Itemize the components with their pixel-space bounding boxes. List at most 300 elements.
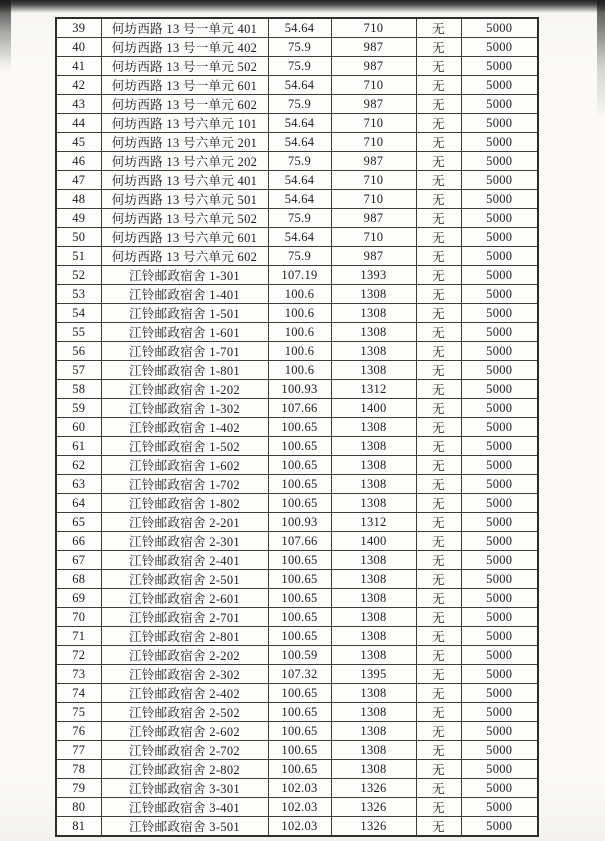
address-cell: 江铃邮政宿舍 2-401 <box>101 551 268 570</box>
address-cell: 江铃邮政宿舍 1-402 <box>101 418 268 437</box>
remark-cell: 无 <box>416 171 461 190</box>
row-number-cell: 58 <box>56 380 101 399</box>
amount-cell: 5000 <box>461 608 538 627</box>
value-cell: 1308 <box>331 627 416 646</box>
value-cell: 1308 <box>331 589 416 608</box>
table-row <box>56 722 538 741</box>
amount-cell: 5000 <box>461 228 538 247</box>
remark-cell: 无 <box>416 551 461 570</box>
row-number-cell: 69 <box>56 589 101 608</box>
row-number-cell: 79 <box>56 779 101 798</box>
area-cell: 54.64 <box>268 76 331 95</box>
value-cell: 1308 <box>331 323 416 342</box>
table-row <box>56 285 538 304</box>
table-row <box>56 114 538 133</box>
amount-cell: 5000 <box>461 589 538 608</box>
value-cell: 1308 <box>331 475 416 494</box>
row-number-cell: 56 <box>56 342 101 361</box>
row-number-cell: 53 <box>56 285 101 304</box>
row-number-cell: 41 <box>56 57 101 76</box>
row-number-cell: 73 <box>56 665 101 684</box>
scan-shadow-right <box>597 0 605 120</box>
row-number-cell: 48 <box>56 190 101 209</box>
value-cell: 987 <box>331 95 416 114</box>
value-cell: 987 <box>331 57 416 76</box>
row-number-cell: 51 <box>56 247 101 266</box>
value-cell: 1308 <box>331 361 416 380</box>
table-row <box>56 304 538 323</box>
area-cell: 100.65 <box>268 722 331 741</box>
table-row <box>56 684 538 703</box>
area-cell: 100.65 <box>268 475 331 494</box>
table-row <box>56 152 538 171</box>
amount-cell: 5000 <box>461 627 538 646</box>
remark-cell: 无 <box>416 18 461 38</box>
value-cell: 1393 <box>331 266 416 285</box>
address-cell: 江铃邮政宿舍 1-202 <box>101 380 268 399</box>
area-cell: 54.64 <box>268 114 331 133</box>
row-number-cell: 70 <box>56 608 101 627</box>
amount-cell: 5000 <box>461 190 538 209</box>
remark-cell: 无 <box>416 95 461 114</box>
row-number-cell: 39 <box>56 18 101 38</box>
scan-shadow-top <box>0 0 605 13</box>
value-cell: 1326 <box>331 817 416 837</box>
row-number-cell: 62 <box>56 456 101 475</box>
table-row <box>56 532 538 551</box>
row-number-cell: 78 <box>56 760 101 779</box>
remark-cell: 无 <box>416 380 461 399</box>
amount-cell: 5000 <box>461 323 538 342</box>
row-number-cell: 46 <box>56 152 101 171</box>
row-number-cell: 67 <box>56 551 101 570</box>
amount-cell: 5000 <box>461 380 538 399</box>
area-cell: 75.9 <box>268 152 331 171</box>
value-cell: 1326 <box>331 798 416 817</box>
row-number-cell: 76 <box>56 722 101 741</box>
address-cell: 江铃邮政宿舍 2-501 <box>101 570 268 589</box>
value-cell: 1326 <box>331 779 416 798</box>
address-cell: 何坊西路 13 号一单元 401 <box>101 18 268 38</box>
table-row <box>56 342 538 361</box>
area-cell: 100.65 <box>268 627 331 646</box>
table-row <box>56 228 538 247</box>
amount-cell: 5000 <box>461 570 538 589</box>
remark-cell: 无 <box>416 133 461 152</box>
amount-cell: 5000 <box>461 741 538 760</box>
value-cell: 710 <box>331 18 416 38</box>
row-number-cell: 49 <box>56 209 101 228</box>
address-cell: 江铃邮政宿舍 2-502 <box>101 703 268 722</box>
table-row <box>56 646 538 665</box>
remark-cell: 无 <box>416 323 461 342</box>
area-cell: 107.66 <box>268 399 331 418</box>
remark-cell: 无 <box>416 209 461 228</box>
remark-cell: 无 <box>416 513 461 532</box>
area-cell: 100.65 <box>268 760 331 779</box>
amount-cell: 5000 <box>461 95 538 114</box>
remark-cell: 无 <box>416 38 461 57</box>
table-row <box>56 589 538 608</box>
area-cell: 107.66 <box>268 532 331 551</box>
row-number-cell: 80 <box>56 798 101 817</box>
table-row <box>56 209 538 228</box>
address-cell: 何坊西路 13 号一单元 502 <box>101 57 268 76</box>
amount-cell: 5000 <box>461 475 538 494</box>
amount-cell: 5000 <box>461 133 538 152</box>
remark-cell: 无 <box>416 247 461 266</box>
amount-cell: 5000 <box>461 456 538 475</box>
amount-cell: 5000 <box>461 494 538 513</box>
remark-cell: 无 <box>416 779 461 798</box>
amount-cell: 5000 <box>461 171 538 190</box>
address-cell: 何坊西路 13 号六单元 601 <box>101 228 268 247</box>
address-cell: 江铃邮政宿舍 1-702 <box>101 475 268 494</box>
table-row <box>56 475 538 494</box>
area-cell: 100.65 <box>268 703 331 722</box>
address-cell: 江铃邮政宿舍 1-302 <box>101 399 268 418</box>
table-row <box>56 741 538 760</box>
remark-cell: 无 <box>416 722 461 741</box>
table-row <box>56 779 538 798</box>
amount-cell: 5000 <box>461 779 538 798</box>
amount-cell: 5000 <box>461 760 538 779</box>
value-cell: 710 <box>331 228 416 247</box>
remark-cell: 无 <box>416 152 461 171</box>
value-cell: 987 <box>331 247 416 266</box>
remark-cell: 无 <box>416 589 461 608</box>
remark-cell: 无 <box>416 665 461 684</box>
remark-cell: 无 <box>416 494 461 513</box>
area-cell: 75.9 <box>268 209 331 228</box>
address-cell: 何坊西路 13 号一单元 602 <box>101 95 268 114</box>
remark-cell: 无 <box>416 570 461 589</box>
value-cell: 710 <box>331 190 416 209</box>
amount-cell: 5000 <box>461 646 538 665</box>
table-row <box>56 76 538 95</box>
amount-cell: 5000 <box>461 513 538 532</box>
row-number-cell: 54 <box>56 304 101 323</box>
address-cell: 何坊西路 13 号六单元 501 <box>101 190 268 209</box>
scan-shadow-left <box>0 0 11 70</box>
remark-cell: 无 <box>416 190 461 209</box>
table-row <box>56 190 538 209</box>
remark-cell: 无 <box>416 532 461 551</box>
amount-cell: 5000 <box>461 209 538 228</box>
remark-cell: 无 <box>416 703 461 722</box>
row-number-cell: 42 <box>56 76 101 95</box>
row-number-cell: 43 <box>56 95 101 114</box>
amount-cell: 5000 <box>461 703 538 722</box>
amount-cell: 5000 <box>461 361 538 380</box>
table-row <box>56 133 538 152</box>
remark-cell: 无 <box>416 456 461 475</box>
address-cell: 江铃邮政宿舍 2-802 <box>101 760 268 779</box>
address-cell: 江铃邮政宿舍 2-402 <box>101 684 268 703</box>
area-cell: 100.6 <box>268 361 331 380</box>
row-number-cell: 47 <box>56 171 101 190</box>
remark-cell: 无 <box>416 304 461 323</box>
amount-cell: 5000 <box>461 38 538 57</box>
address-cell: 江铃邮政宿舍 2-301 <box>101 532 268 551</box>
area-cell: 54.64 <box>268 133 331 152</box>
area-cell: 102.03 <box>268 798 331 817</box>
remark-cell: 无 <box>416 475 461 494</box>
address-cell: 江铃邮政宿舍 1-401 <box>101 285 268 304</box>
value-cell: 710 <box>331 114 416 133</box>
row-number-cell: 55 <box>56 323 101 342</box>
table-row <box>56 323 538 342</box>
remark-cell: 无 <box>416 817 461 837</box>
address-cell: 江铃邮政宿舍 2-202 <box>101 646 268 665</box>
amount-cell: 5000 <box>461 304 538 323</box>
area-cell: 100.6 <box>268 304 331 323</box>
table-row <box>56 266 538 285</box>
value-cell: 1308 <box>331 437 416 456</box>
row-number-cell: 40 <box>56 38 101 57</box>
row-number-cell: 60 <box>56 418 101 437</box>
address-cell: 何坊西路 13 号六单元 602 <box>101 247 268 266</box>
remark-cell: 无 <box>416 114 461 133</box>
table-row <box>56 380 538 399</box>
row-number-cell: 66 <box>56 532 101 551</box>
value-cell: 1308 <box>331 741 416 760</box>
area-cell: 100.65 <box>268 684 331 703</box>
address-cell: 何坊西路 13 号六单元 201 <box>101 133 268 152</box>
row-number-cell: 81 <box>56 817 101 837</box>
amount-cell: 5000 <box>461 266 538 285</box>
area-cell: 100.65 <box>268 741 331 760</box>
remark-cell: 无 <box>416 798 461 817</box>
value-cell: 1308 <box>331 551 416 570</box>
value-cell: 1400 <box>331 532 416 551</box>
area-cell: 100.65 <box>268 551 331 570</box>
amount-cell: 5000 <box>461 684 538 703</box>
table-row <box>56 437 538 456</box>
address-cell: 江铃邮政宿舍 1-601 <box>101 323 268 342</box>
address-cell: 江铃邮政宿舍 2-702 <box>101 741 268 760</box>
area-cell: 75.9 <box>268 247 331 266</box>
table-row <box>56 760 538 779</box>
address-cell: 江铃邮政宿舍 2-602 <box>101 722 268 741</box>
address-cell: 江铃邮政宿舍 1-501 <box>101 304 268 323</box>
row-number-cell: 57 <box>56 361 101 380</box>
area-cell: 100.65 <box>268 608 331 627</box>
amount-cell: 5000 <box>461 114 538 133</box>
address-cell: 江铃邮政宿舍 2-801 <box>101 627 268 646</box>
remark-cell: 无 <box>416 684 461 703</box>
table-row <box>56 418 538 437</box>
amount-cell: 5000 <box>461 722 538 741</box>
amount-cell: 5000 <box>461 342 538 361</box>
remark-cell: 无 <box>416 399 461 418</box>
row-number-cell: 64 <box>56 494 101 513</box>
area-cell: 54.64 <box>268 171 331 190</box>
table-row <box>56 703 538 722</box>
value-cell: 1308 <box>331 418 416 437</box>
remark-cell: 无 <box>416 646 461 665</box>
table-body <box>56 18 538 836</box>
remark-cell: 无 <box>416 741 461 760</box>
table-row <box>56 95 538 114</box>
address-cell: 江铃邮政宿舍 2-302 <box>101 665 268 684</box>
value-cell: 1308 <box>331 684 416 703</box>
amount-cell: 5000 <box>461 418 538 437</box>
address-cell: 江铃邮政宿舍 1-701 <box>101 342 268 361</box>
amount-cell: 5000 <box>461 57 538 76</box>
amount-cell: 5000 <box>461 18 538 38</box>
value-cell: 1395 <box>331 665 416 684</box>
value-cell: 1308 <box>331 570 416 589</box>
value-cell: 1400 <box>331 399 416 418</box>
amount-cell: 5000 <box>461 76 538 95</box>
housing-list-table <box>55 17 539 837</box>
area-cell: 100.6 <box>268 323 331 342</box>
row-number-cell: 72 <box>56 646 101 665</box>
table-row <box>56 247 538 266</box>
table-row <box>56 817 538 837</box>
amount-cell: 5000 <box>461 817 538 837</box>
value-cell: 1308 <box>331 285 416 304</box>
value-cell: 987 <box>331 209 416 228</box>
table-row <box>56 361 538 380</box>
table-row <box>56 551 538 570</box>
area-cell: 100.6 <box>268 285 331 304</box>
remark-cell: 无 <box>416 608 461 627</box>
value-cell: 710 <box>331 133 416 152</box>
remark-cell: 无 <box>416 57 461 76</box>
row-number-cell: 63 <box>56 475 101 494</box>
remark-cell: 无 <box>416 342 461 361</box>
amount-cell: 5000 <box>461 399 538 418</box>
address-cell: 何坊西路 13 号六单元 202 <box>101 152 268 171</box>
area-cell: 100.65 <box>268 570 331 589</box>
address-cell: 江铃邮政宿舍 3-501 <box>101 817 268 837</box>
area-cell: 107.19 <box>268 266 331 285</box>
address-cell: 何坊西路 13 号一单元 402 <box>101 38 268 57</box>
area-cell: 54.64 <box>268 228 331 247</box>
address-cell: 何坊西路 13 号六单元 401 <box>101 171 268 190</box>
row-number-cell: 65 <box>56 513 101 532</box>
address-cell: 何坊西路 13 号六单元 502 <box>101 209 268 228</box>
table-row <box>56 798 538 817</box>
area-cell: 100.59 <box>268 646 331 665</box>
table-row <box>56 456 538 475</box>
area-cell: 107.32 <box>268 665 331 684</box>
area-cell: 102.03 <box>268 817 331 837</box>
value-cell: 1308 <box>331 304 416 323</box>
area-cell: 100.65 <box>268 437 331 456</box>
value-cell: 1308 <box>331 608 416 627</box>
row-number-cell: 45 <box>56 133 101 152</box>
value-cell: 1308 <box>331 646 416 665</box>
address-cell: 江铃邮政宿舍 2-701 <box>101 608 268 627</box>
address-cell: 何坊西路 13 号一单元 601 <box>101 76 268 95</box>
table-row <box>56 57 538 76</box>
address-cell: 江铃邮政宿舍 1-802 <box>101 494 268 513</box>
table-row <box>56 171 538 190</box>
table-row <box>56 513 538 532</box>
row-number-cell: 59 <box>56 399 101 418</box>
amount-cell: 5000 <box>461 551 538 570</box>
value-cell: 1312 <box>331 513 416 532</box>
table-row <box>56 608 538 627</box>
address-cell: 江铃邮政宿舍 3-301 <box>101 779 268 798</box>
value-cell: 1308 <box>331 342 416 361</box>
remark-cell: 无 <box>416 361 461 380</box>
table-row <box>56 18 538 38</box>
row-number-cell: 61 <box>56 437 101 456</box>
area-cell: 100.65 <box>268 456 331 475</box>
remark-cell: 无 <box>416 418 461 437</box>
amount-cell: 5000 <box>461 152 538 171</box>
row-number-cell: 50 <box>56 228 101 247</box>
value-cell: 1308 <box>331 722 416 741</box>
area-cell: 54.64 <box>268 18 331 38</box>
area-cell: 100.65 <box>268 418 331 437</box>
remark-cell: 无 <box>416 266 461 285</box>
value-cell: 1312 <box>331 380 416 399</box>
table-row <box>56 627 538 646</box>
address-cell: 江铃邮政宿舍 1-801 <box>101 361 268 380</box>
remark-cell: 无 <box>416 228 461 247</box>
table-row <box>56 494 538 513</box>
area-cell: 100.93 <box>268 380 331 399</box>
area-cell: 75.9 <box>268 38 331 57</box>
address-cell: 江铃邮政宿舍 1-502 <box>101 437 268 456</box>
area-cell: 75.9 <box>268 95 331 114</box>
amount-cell: 5000 <box>461 247 538 266</box>
amount-cell: 5000 <box>461 285 538 304</box>
value-cell: 987 <box>331 152 416 171</box>
table-row <box>56 665 538 684</box>
address-cell: 江铃邮政宿舍 1-602 <box>101 456 268 475</box>
row-number-cell: 44 <box>56 114 101 133</box>
row-number-cell: 71 <box>56 627 101 646</box>
address-cell: 江铃邮政宿舍 1-301 <box>101 266 268 285</box>
amount-cell: 5000 <box>461 665 538 684</box>
amount-cell: 5000 <box>461 532 538 551</box>
address-cell: 何坊西路 13 号六单元 101 <box>101 114 268 133</box>
area-cell: 75.9 <box>268 57 331 76</box>
value-cell: 710 <box>331 76 416 95</box>
row-number-cell: 77 <box>56 741 101 760</box>
area-cell: 102.03 <box>268 779 331 798</box>
remark-cell: 无 <box>416 285 461 304</box>
row-number-cell: 68 <box>56 570 101 589</box>
row-number-cell: 74 <box>56 684 101 703</box>
remark-cell: 无 <box>416 627 461 646</box>
value-cell: 710 <box>331 171 416 190</box>
area-cell: 100.6 <box>268 342 331 361</box>
table-row <box>56 399 538 418</box>
table-row <box>56 570 538 589</box>
amount-cell: 5000 <box>461 798 538 817</box>
address-cell: 江铃邮政宿舍 2-601 <box>101 589 268 608</box>
value-cell: 1308 <box>331 494 416 513</box>
area-cell: 100.65 <box>268 494 331 513</box>
table-row <box>56 38 538 57</box>
area-cell: 54.64 <box>268 190 331 209</box>
remark-cell: 无 <box>416 760 461 779</box>
address-cell: 江铃邮政宿舍 3-401 <box>101 798 268 817</box>
remark-cell: 无 <box>416 76 461 95</box>
value-cell: 1308 <box>331 456 416 475</box>
area-cell: 100.65 <box>268 589 331 608</box>
row-number-cell: 52 <box>56 266 101 285</box>
value-cell: 1308 <box>331 760 416 779</box>
row-number-cell: 75 <box>56 703 101 722</box>
